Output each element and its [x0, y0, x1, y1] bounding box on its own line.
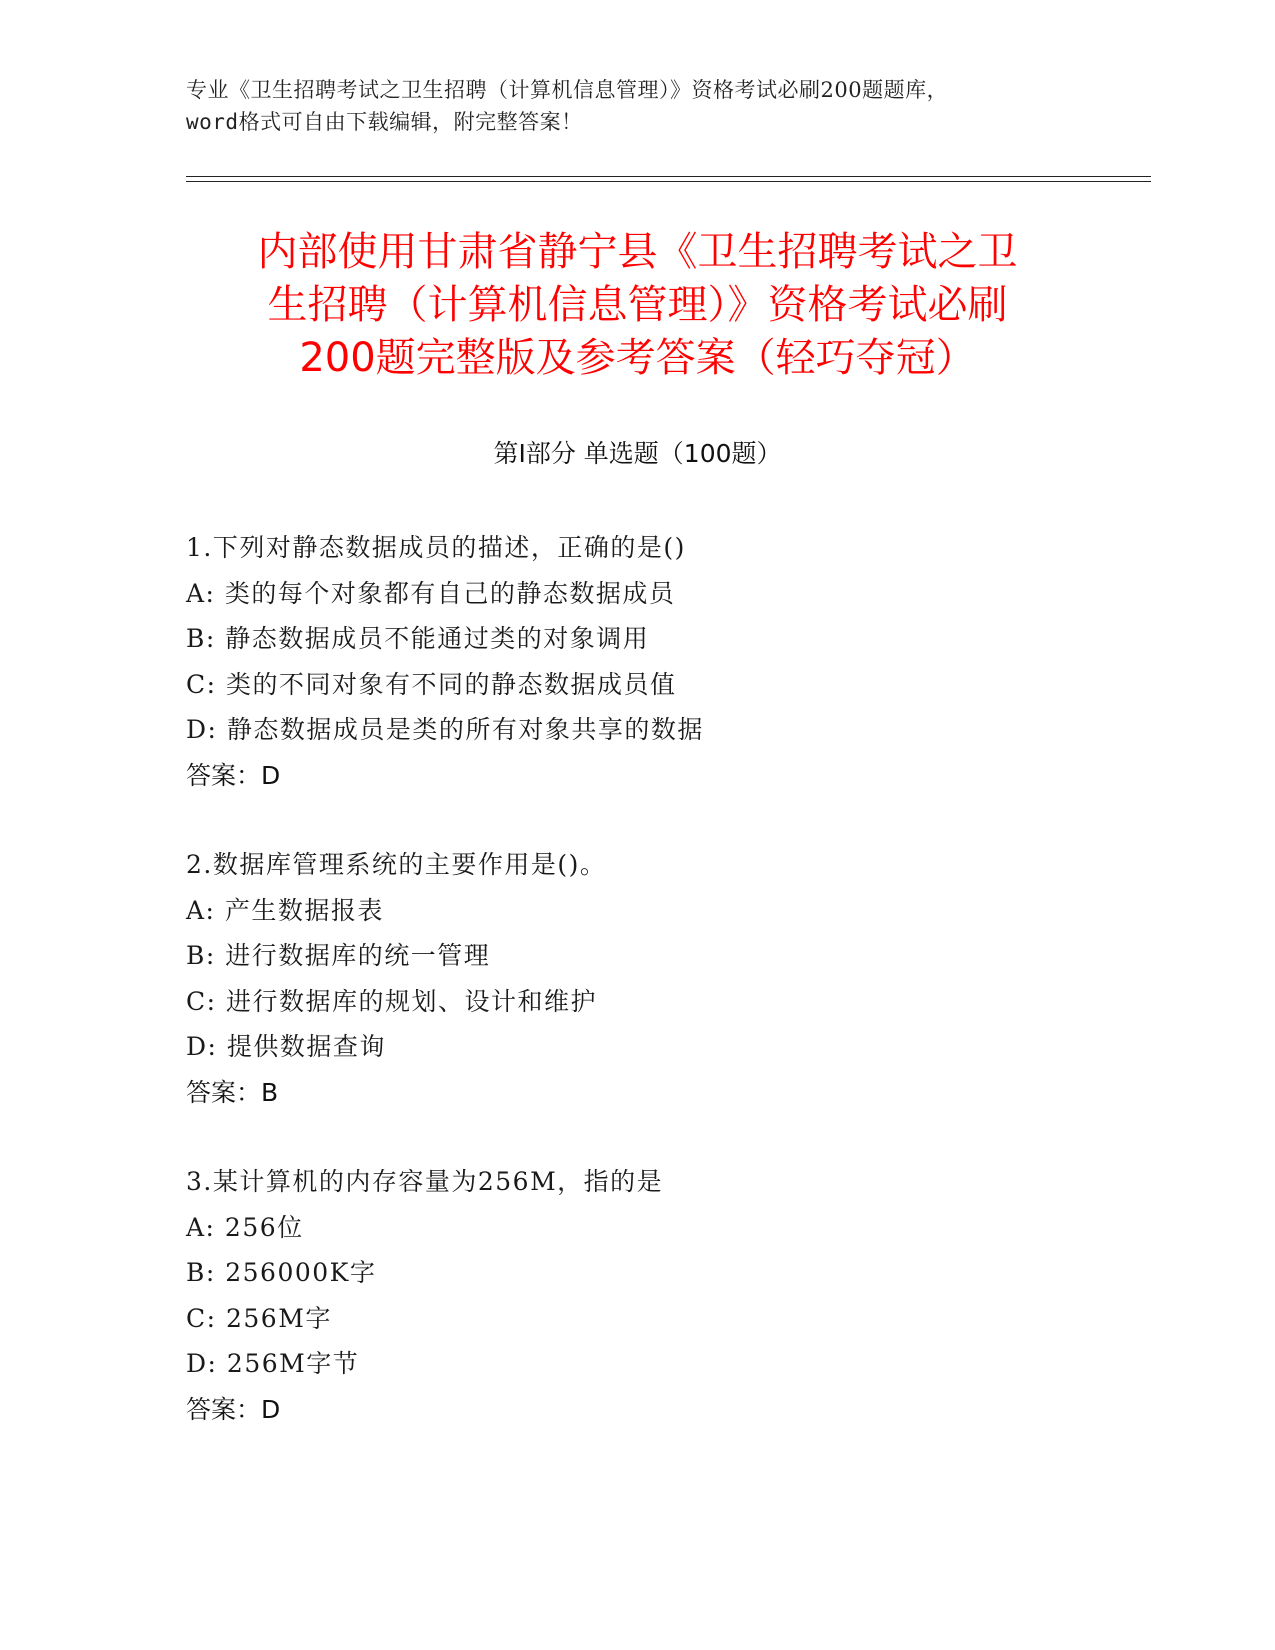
answer-label: 答案：B — [186, 1077, 279, 1107]
answer-label: 答案：D — [186, 760, 281, 790]
header-divider-bottom — [186, 181, 1151, 182]
document-title-line-1: 内部使用甘肃省静宁县《卫生招聘考试之卫 — [257, 229, 1018, 275]
question-stem: 2.数据库管理系统的主要作用是()。 — [186, 850, 607, 879]
option-b: B: 256000K字 — [186, 1258, 377, 1287]
question-item — [186, 525, 1106, 798]
option-d: D: 提供数据查询 — [186, 1032, 386, 1061]
document-title-line-2: 生招聘（计算机信息管理）》资格考试必刷 — [267, 282, 1008, 328]
option-b: B: 静态数据成员不能通过类的对象调用 — [186, 624, 650, 653]
option-a: A: 类的每个对象都有自己的静态数据成员 — [186, 578, 676, 608]
header-note-line-1: 专业《卫生招聘考试之卫生招聘（计算机信息管理）》资格考试必刷200题题库， — [186, 78, 949, 102]
option-c: C: 类的不同对象有不同的静态数据成员值 — [186, 669, 677, 699]
header-note-line-2: word格式可自由下载编辑，附完整答案！ — [186, 110, 583, 134]
option-a: A: 256位 — [186, 1212, 304, 1242]
option-a: A: 产生数据报表 — [186, 895, 384, 925]
document-title — [180, 226, 1095, 385]
header-divider-top — [186, 176, 1151, 177]
document-title-line-3: 200题完整版及参考答案（轻巧夺冠） — [299, 335, 976, 381]
question-stem: 3.某计算机的内存容量为256M，指的是 — [186, 1167, 664, 1196]
option-c: C: 进行数据库的规划、设计和维护 — [186, 986, 597, 1016]
option-d: D: 静态数据成员是类的所有对象共享的数据 — [186, 715, 704, 744]
question-list — [186, 525, 1106, 1476]
option-c: C: 256M字 — [186, 1303, 332, 1333]
section-heading: 第Ⅰ部分 单选题（100题） — [493, 439, 782, 468]
question-item — [186, 842, 1106, 1115]
question-stem: 1.下列对静态数据成员的描述，正确的是() — [186, 533, 686, 562]
header-note — [186, 74, 1086, 138]
question-item — [186, 1159, 1106, 1432]
option-d: D: 256M字节 — [186, 1349, 360, 1378]
answer-label: 答案：D — [186, 1394, 281, 1424]
option-b: B: 进行数据库的统一管理 — [186, 941, 491, 970]
